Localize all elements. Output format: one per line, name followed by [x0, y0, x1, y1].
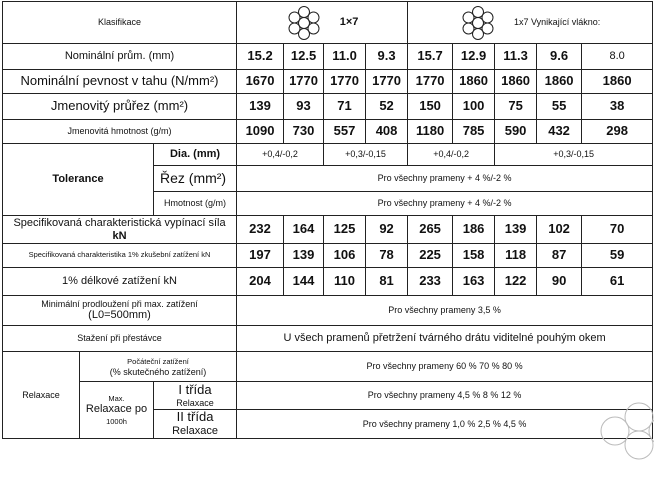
sila-value: 186 — [453, 216, 495, 244]
prurez-value: 100 — [453, 94, 495, 120]
prurez-value: 38 — [582, 94, 653, 120]
zkusebni-value: 59 — [582, 244, 653, 268]
trida2-value: Pro všechny prameny 1,0 % 2,5 % 4,5 % — [237, 410, 653, 439]
hmotnost-value: 1090 — [237, 120, 284, 144]
pevnost-value: 1860 — [495, 70, 537, 94]
sila-value: 265 — [408, 216, 453, 244]
pocatecni-value: Pro všechny prameny 60 % 70 % 80 % — [237, 352, 653, 382]
max-label-line1: Max. — [108, 393, 125, 403]
prumer-value: 15.2 — [237, 44, 284, 70]
prumer-value: 8.0 — [582, 44, 653, 70]
type-1x7-superior-header — [408, 2, 653, 44]
sila-label — [3, 216, 237, 244]
hmotnost-value: 557 — [324, 120, 366, 144]
dia-tolerance: +0,4/-0,2 — [408, 144, 495, 166]
prumer-value: 12.5 — [284, 44, 324, 70]
sila-value: 125 — [324, 216, 366, 244]
max-label-line2: Relaxace po — [85, 403, 148, 416]
tolerance-label: Tolerance — [3, 144, 154, 216]
pevnost-value: 1860 — [537, 70, 582, 94]
max-relaxace-label — [80, 382, 154, 439]
prumer-value: 15.7 — [408, 44, 453, 70]
prurez-value: 150 — [408, 94, 453, 120]
trida2-label-line1: II třída — [176, 409, 214, 424]
prumer-value: 11.0 — [324, 44, 366, 70]
type-1x7-superior-label: 1x7 Vynikající vlákno: — [514, 17, 601, 28]
delkove-value: 163 — [453, 268, 495, 296]
zkusebni-value: 158 — [453, 244, 495, 268]
delkove-value: 81 — [366, 268, 408, 296]
dia-label: Dia. (mm) — [154, 144, 237, 166]
strand-cross-section-icon — [286, 5, 322, 41]
trida1-label-line1: I třída — [178, 381, 212, 397]
prodlouzeni-label — [3, 296, 237, 326]
sila-label-unit: kN — [112, 229, 127, 242]
trida1-label-line2: Relaxace — [176, 397, 214, 408]
pevnost-value: 1670 — [237, 70, 284, 94]
hmotnost-value: 590 — [495, 120, 537, 144]
sila-value: 92 — [366, 216, 408, 244]
type-1x7-header — [237, 2, 408, 44]
delkove-value: 110 — [324, 268, 366, 296]
klasifikace-label: Klasifikace — [3, 2, 237, 44]
hmotnost-tolerance-label: Hmotnost (g/m) — [154, 192, 237, 216]
pocatecni-label-line2: (% skutečného zatížení) — [109, 366, 207, 377]
pevnost-value: 1860 — [582, 70, 653, 94]
rez-label: Řez (mm²) — [154, 166, 237, 192]
delkove-label: 1% délkové zatížení kN — [3, 268, 237, 296]
delkove-value: 204 — [237, 268, 284, 296]
prurez-value: 52 — [366, 94, 408, 120]
prumer-label: Nominální prům. (mm) — [3, 44, 237, 70]
pevnost-value: 1860 — [453, 70, 495, 94]
zkusebni-value: 225 — [408, 244, 453, 268]
strand-watermark-icon — [594, 400, 654, 490]
prurez-value: 75 — [495, 94, 537, 120]
delkove-value: 122 — [495, 268, 537, 296]
prumer-value: 9.3 — [366, 44, 408, 70]
sila-value: 70 — [582, 216, 653, 244]
pocatecni-label — [80, 352, 237, 382]
hmotnost-value: 408 — [366, 120, 408, 144]
zkusebni-value: 139 — [284, 244, 324, 268]
zkusebni-value: 78 — [366, 244, 408, 268]
prurez-value: 139 — [237, 94, 284, 120]
zkusebni-label: Specifikovaná charakteristika 1% zkušební zatížení kN — [3, 244, 237, 268]
max-label-line3: 1000h — [106, 417, 127, 427]
dia-tolerance: +0,4/-0,2 — [237, 144, 324, 166]
hmotnost-value: 1180 — [408, 120, 453, 144]
prurez-value: 93 — [284, 94, 324, 120]
prurez-value: 71 — [324, 94, 366, 120]
prumer-value: 9.6 — [537, 44, 582, 70]
delkove-value: 144 — [284, 268, 324, 296]
prurez-label: Jmenovitý průřez (mm²) — [3, 94, 237, 120]
sila-label-line1: Specifikovaná charakteristická vypínací síla — [13, 216, 226, 229]
prodlouzeni-value: Pro všechny prameny 3,5 % — [237, 296, 653, 326]
delkove-value: 90 — [537, 268, 582, 296]
zkusebni-value: 87 — [537, 244, 582, 268]
sila-value: 102 — [537, 216, 582, 244]
pevnost-value: 1770 — [408, 70, 453, 94]
sila-value: 139 — [495, 216, 537, 244]
prodlouzeni-label-line1: Minimální prodloužení při max. zatížení — [41, 299, 198, 309]
pevnost-value: 1770 — [324, 70, 366, 94]
sila-value: 232 — [237, 216, 284, 244]
hmotnost-value: 785 — [453, 120, 495, 144]
hmotnost-label: Jmenovitá hmotnost (g/m) — [3, 120, 237, 144]
hmotnost-value: 432 — [537, 120, 582, 144]
trida2-label-line2: Relaxace — [172, 424, 218, 437]
delkove-value: 233 — [408, 268, 453, 296]
trida2-label — [154, 410, 237, 439]
sila-value: 164 — [284, 216, 324, 244]
strand-cross-section-icon — [460, 5, 496, 41]
prumer-value: 11.3 — [495, 44, 537, 70]
prurez-value: 55 — [537, 94, 582, 120]
pevnost-label: Nominální pevnost v tahu (N/mm²) — [3, 70, 237, 94]
stazeni-label: Stažení při přestávce — [3, 326, 237, 352]
relaxace-label: Relaxace — [3, 352, 80, 439]
dia-tolerance: +0,3/-0,15 — [324, 144, 408, 166]
zkusebni-value: 106 — [324, 244, 366, 268]
pevnost-value: 1770 — [366, 70, 408, 94]
trida1-label — [154, 382, 237, 410]
zkusebni-value: 118 — [495, 244, 537, 268]
delkove-value: 61 — [582, 268, 653, 296]
stazeni-value: U všech pramenů přetržení tvárného drátu viditelné pouhým okem — [237, 326, 653, 352]
hmotnost-value: 298 — [582, 120, 653, 144]
hmotnost-tolerance: Pro všechny prameny + 4 %/-2 % — [237, 192, 653, 216]
prodlouzeni-label-line2: (L0=500mm) — [88, 309, 151, 322]
rez-tolerance: Pro všechny prameny + 4 %/-2 % — [237, 166, 653, 192]
zkusebni-value: 197 — [237, 244, 284, 268]
type-1x7-label: 1×7 — [339, 16, 359, 29]
pocatecni-label-line1: Počáteční zatížení — [127, 357, 189, 367]
prumer-value: 12.9 — [453, 44, 495, 70]
trida1-value: Pro všechny prameny 4,5 % 8 % 12 % — [237, 382, 653, 410]
dia-tolerance: +0,3/-0,15 — [495, 144, 653, 166]
hmotnost-value: 730 — [284, 120, 324, 144]
specification-table — [2, 1, 653, 439]
pevnost-value: 1770 — [284, 70, 324, 94]
